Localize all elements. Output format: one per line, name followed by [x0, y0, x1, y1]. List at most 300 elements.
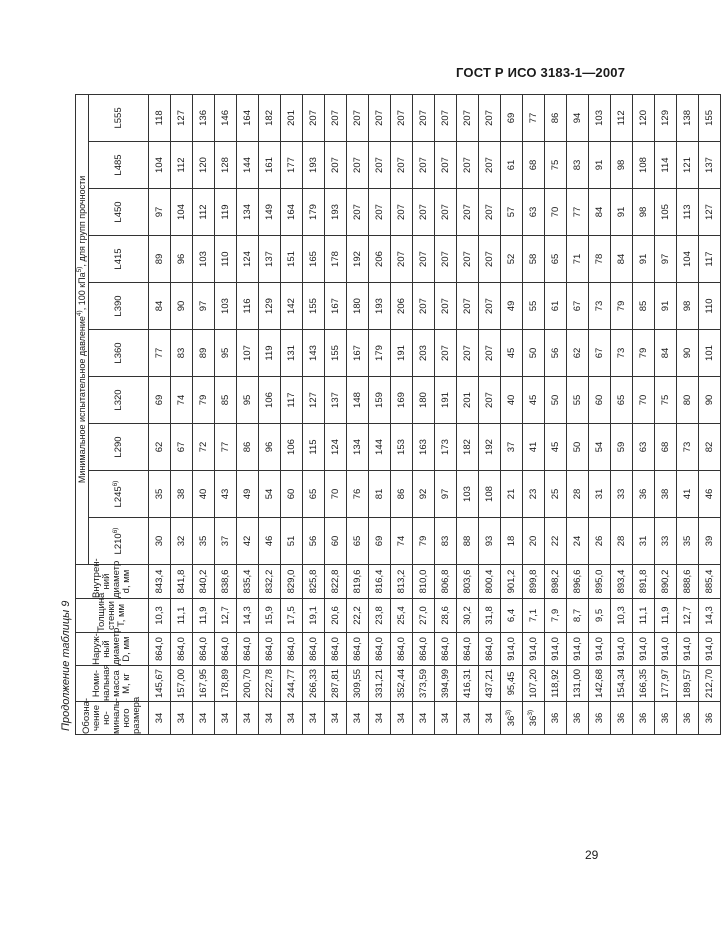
- cell-thickness: 22,2: [347, 599, 369, 633]
- cell-pressure-l415: 165: [303, 236, 325, 283]
- table-row: [391, 94, 413, 734]
- header-row-top: [76, 94, 89, 734]
- cell-size: [259, 702, 281, 735]
- cell-mass: 95,45: [501, 666, 523, 702]
- cell-pressure-l415: 91: [633, 236, 655, 283]
- cell-pressure-l485: 207: [457, 142, 479, 189]
- cell-size: [479, 702, 501, 735]
- cell-pressure-l210: 46: [259, 518, 281, 565]
- cell-pressure-l245: 43: [215, 471, 237, 518]
- cell-pressure-l450: 119: [215, 189, 237, 236]
- grade-label: L450: [112, 201, 124, 223]
- cell-thickness: 7,9: [545, 599, 567, 633]
- cell-pressure-l290: 72: [193, 424, 215, 471]
- table-row: [545, 94, 567, 734]
- cell-pressure-l320: 117: [281, 377, 303, 424]
- cell-pressure-l390: 73: [589, 283, 611, 330]
- cell-inner-diameter: 893,4: [611, 565, 633, 599]
- cell-inner-diameter: 825,8: [303, 565, 325, 599]
- cell-pressure-l245: 97: [435, 471, 457, 518]
- cell-thickness: 14,3: [699, 599, 721, 633]
- cell-outer-diameter: 864,0: [435, 633, 457, 666]
- cell-pressure-l290: 115: [303, 424, 325, 471]
- size-value: 34: [462, 712, 473, 724]
- table-row: [171, 94, 193, 734]
- cell-pressure-l320: 50: [545, 377, 567, 424]
- cell-pressure-l210: 32: [171, 518, 193, 565]
- cell-pressure-l415: 97: [655, 236, 677, 283]
- cell-pressure-l245: 28: [567, 471, 589, 518]
- cell-pressure-l390: 193: [369, 283, 391, 330]
- cell-size: [655, 702, 677, 735]
- cell-pressure-l450: 112: [193, 189, 215, 236]
- cell-pressure-l245: 108: [479, 471, 501, 518]
- cell-size: [611, 702, 633, 735]
- cell-pressure-l290: 82: [699, 424, 721, 471]
- size-value: 34: [198, 712, 209, 724]
- cell-inner-diameter: 806,8: [435, 565, 457, 599]
- size-value: 34: [396, 712, 407, 724]
- cell-mass: 177,97: [655, 666, 677, 702]
- cell-thickness: 19,1: [303, 599, 325, 633]
- cell-pressure-l415: 117: [699, 236, 721, 283]
- cell-pressure-l555: 129: [655, 94, 677, 141]
- cell-pressure-l555: 103: [589, 94, 611, 141]
- cell-pressure-l485: 207: [391, 142, 413, 189]
- cell-pressure-l415: 207: [391, 236, 413, 283]
- standard-header: ГОСТ Р ИСО 3183-1—2007: [456, 65, 626, 80]
- cell-pressure-l450: 207: [435, 189, 457, 236]
- cell-pressure-l290: 59: [611, 424, 633, 471]
- cell-size: [149, 702, 171, 735]
- cell-mass: 107,20: [523, 666, 545, 702]
- cell-pressure-l485: 114: [655, 142, 677, 189]
- cell-mass: 178,89: [215, 666, 237, 702]
- size-value: 34: [286, 712, 297, 724]
- table-row: [281, 94, 303, 734]
- cell-inner-diameter: 888,6: [677, 565, 699, 599]
- size-value: 34: [352, 712, 363, 724]
- cell-inner-diameter: 822,8: [325, 565, 347, 599]
- cell-pressure-l245: 40: [193, 471, 215, 518]
- cell-mass: 222,78: [259, 666, 281, 702]
- cell-mass: 145,67: [149, 666, 171, 702]
- cell-pressure-l320: 148: [347, 377, 369, 424]
- cell-pressure-l290: 144: [369, 424, 391, 471]
- cell-pressure-l210: 88: [457, 518, 479, 565]
- cell-pressure-l245: 21: [501, 471, 523, 518]
- cell-pressure-l360: 73: [611, 330, 633, 377]
- cell-pressure-l450: 127: [699, 189, 721, 236]
- size-value: 36: [528, 715, 539, 727]
- grade-label: L390: [112, 295, 124, 317]
- cell-mass: 394,99: [435, 666, 457, 702]
- cell-outer-diameter: 864,0: [413, 633, 435, 666]
- pressure-footnote-1: 4): [76, 310, 83, 317]
- cell-pressure-l485: 207: [347, 142, 369, 189]
- cell-outer-diameter: 914,0: [611, 633, 633, 666]
- cell-pressure-l450: 97: [149, 189, 171, 236]
- cell-mass: 437,21: [479, 666, 501, 702]
- table-row: [149, 94, 171, 734]
- cell-thickness: 11,9: [193, 599, 215, 633]
- cell-outer-diameter: 864,0: [281, 633, 303, 666]
- cell-thickness: 9,5: [589, 599, 611, 633]
- cell-pressure-l245: 103: [457, 471, 479, 518]
- cell-pressure-l415: 52: [501, 236, 523, 283]
- table-body: [149, 94, 721, 734]
- cell-pressure-l210: 28: [611, 518, 633, 565]
- cell-outer-diameter: 914,0: [699, 633, 721, 666]
- header-grade-l245: [89, 471, 149, 518]
- cell-size: [567, 702, 589, 735]
- cell-pressure-l210: 20: [523, 518, 545, 565]
- cell-pressure-l450: 105: [655, 189, 677, 236]
- cell-pressure-l450: 63: [523, 189, 545, 236]
- cell-pressure-l390: 207: [457, 283, 479, 330]
- cell-pressure-l485: 83: [567, 142, 589, 189]
- cell-pressure-l290: 77: [215, 424, 237, 471]
- cell-pressure-l210: 24: [567, 518, 589, 565]
- cell-pressure-l245: 38: [655, 471, 677, 518]
- cell-pressure-l450: 207: [413, 189, 435, 236]
- cell-pressure-l245: 81: [369, 471, 391, 518]
- cell-pressure-l415: 192: [347, 236, 369, 283]
- cell-pressure-l245: 46: [699, 471, 721, 518]
- size-value: 36: [660, 712, 671, 724]
- grade-label: L290: [112, 436, 124, 458]
- cell-pressure-l320: 137: [325, 377, 347, 424]
- table-row: [523, 94, 545, 734]
- cell-pressure-l210: 60: [325, 518, 347, 565]
- cell-pressure-l555: 155: [699, 94, 721, 141]
- cell-pressure-l415: 178: [325, 236, 347, 283]
- cell-inner-diameter: 835,4: [237, 565, 259, 599]
- cell-pressure-l210: 35: [193, 518, 215, 565]
- cell-pressure-l415: 89: [149, 236, 171, 283]
- cell-pressure-l245: 31: [589, 471, 611, 518]
- cell-outer-diameter: 914,0: [567, 633, 589, 666]
- cell-pressure-l450: 84: [589, 189, 611, 236]
- cell-pressure-l555: 146: [215, 94, 237, 141]
- cell-inner-diameter: 800,4: [479, 565, 501, 599]
- cell-inner-diameter: 898,2: [545, 565, 567, 599]
- header-inner-diameter: Внутрен-ний диаметр d, мм: [76, 565, 149, 599]
- cell-pressure-l320: 55: [567, 377, 589, 424]
- table-row: [457, 94, 479, 734]
- cell-mass: 154,34: [611, 666, 633, 702]
- cell-pressure-l245: 41: [677, 471, 699, 518]
- cell-pressure-l290: 68: [655, 424, 677, 471]
- page-number: 29: [585, 848, 599, 862]
- cell-pressure-l245: 70: [325, 471, 347, 518]
- cell-pressure-l245: 60: [281, 471, 303, 518]
- cell-size: [369, 702, 391, 735]
- header-nominal-mass: Номи-нальная масса М, кг: [76, 666, 149, 702]
- cell-pressure-l320: 95: [237, 377, 259, 424]
- cell-pressure-l555: 201: [281, 94, 303, 141]
- cell-outer-diameter: 864,0: [215, 633, 237, 666]
- table-row: [325, 94, 347, 734]
- cell-pressure-l555: 207: [479, 94, 501, 141]
- cell-pressure-l245: 65: [303, 471, 325, 518]
- cell-outer-diameter: 864,0: [303, 633, 325, 666]
- cell-mass: 287,81: [325, 666, 347, 702]
- cell-pressure-l210: 83: [435, 518, 457, 565]
- cell-pressure-l320: 90: [699, 377, 721, 424]
- size-value: 34: [242, 712, 253, 724]
- cell-pressure-l555: 112: [611, 94, 633, 141]
- size-value: 36: [616, 712, 627, 724]
- cell-pressure-l360: 143: [303, 330, 325, 377]
- grade-label: L415: [112, 248, 124, 270]
- cell-inner-diameter: 810,0: [413, 565, 435, 599]
- cell-outer-diameter: 914,0: [677, 633, 699, 666]
- cell-pressure-l320: 60: [589, 377, 611, 424]
- cell-pressure-l485: 120: [193, 142, 215, 189]
- cell-pressure-l450: 207: [369, 189, 391, 236]
- cell-pressure-l555: 207: [413, 94, 435, 141]
- cell-pressure-l210: 30: [149, 518, 171, 565]
- cell-pressure-l415: 96: [171, 236, 193, 283]
- cell-pressure-l555: 136: [193, 94, 215, 141]
- table-row: [633, 94, 655, 734]
- cell-thickness: 14,3: [237, 599, 259, 633]
- grade-label: L210: [112, 533, 124, 555]
- cell-pressure-l360: 62: [567, 330, 589, 377]
- cell-size: [677, 702, 699, 735]
- cell-pressure-l245: 54: [259, 471, 281, 518]
- cell-pressure-l290: 124: [325, 424, 347, 471]
- cell-pressure-l290: 153: [391, 424, 413, 471]
- size-value: 34: [418, 712, 429, 724]
- cell-inner-diameter: 838,6: [215, 565, 237, 599]
- cell-size: [193, 702, 215, 735]
- cell-pressure-l245: 33: [611, 471, 633, 518]
- cell-thickness: 15,9: [259, 599, 281, 633]
- pressure-footnote-2: 5): [76, 266, 83, 273]
- cell-pressure-l555: 118: [149, 94, 171, 141]
- header-pressure-group: [76, 94, 89, 564]
- cell-mass: 200,70: [237, 666, 259, 702]
- cell-mass: 189,57: [677, 666, 699, 702]
- cell-size: [413, 702, 435, 735]
- cell-pressure-l245: 23: [523, 471, 545, 518]
- cell-pressure-l450: 70: [545, 189, 567, 236]
- cell-pressure-l360: 79: [633, 330, 655, 377]
- cell-pressure-l210: 26: [589, 518, 611, 565]
- cell-pressure-l485: 104: [149, 142, 171, 189]
- header-grade-l290: [89, 424, 149, 471]
- cell-pressure-l415: 207: [413, 236, 435, 283]
- size-value: 34: [220, 712, 231, 724]
- cell-thickness: 11,9: [655, 599, 677, 633]
- cell-thickness: 28,6: [435, 599, 457, 633]
- table-row: [259, 94, 281, 734]
- cell-pressure-l290: 163: [413, 424, 435, 471]
- cell-size: [215, 702, 237, 735]
- cell-pressure-l390: 103: [215, 283, 237, 330]
- cell-mass: 166,35: [633, 666, 655, 702]
- cell-pressure-l360: 95: [215, 330, 237, 377]
- cell-pressure-l360: 119: [259, 330, 281, 377]
- cell-pressure-l290: 106: [281, 424, 303, 471]
- cell-pressure-l415: 78: [589, 236, 611, 283]
- header-grade-l450: [89, 189, 149, 236]
- cell-pressure-l320: 180: [413, 377, 435, 424]
- cell-pressure-l485: 108: [633, 142, 655, 189]
- cell-size: [303, 702, 325, 735]
- header-grade-l415: [89, 236, 149, 283]
- cell-pressure-l360: 83: [171, 330, 193, 377]
- cell-pressure-l485: 207: [435, 142, 457, 189]
- cell-inner-diameter: 899,8: [523, 565, 545, 599]
- size-value: 34: [440, 712, 451, 724]
- cell-pressure-l210: 65: [347, 518, 369, 565]
- cell-pressure-l415: 110: [215, 236, 237, 283]
- cell-outer-diameter: 864,0: [325, 633, 347, 666]
- table-row: [237, 94, 259, 734]
- cell-pressure-l415: 207: [435, 236, 457, 283]
- cell-pressure-l390: 79: [611, 283, 633, 330]
- cell-pressure-l245: 36: [633, 471, 655, 518]
- cell-pressure-l360: 203: [413, 330, 435, 377]
- cell-pressure-l360: 50: [523, 330, 545, 377]
- cell-inner-diameter: 895,0: [589, 565, 611, 599]
- grade-label: L320: [112, 389, 124, 411]
- cell-thickness: 11,1: [171, 599, 193, 633]
- cell-pressure-l245: 92: [413, 471, 435, 518]
- cell-size: [523, 702, 545, 735]
- cell-pressure-l415: 104: [677, 236, 699, 283]
- cell-pressure-l450: 113: [677, 189, 699, 236]
- cell-pressure-l555: 207: [435, 94, 457, 141]
- cell-pressure-l415: 137: [259, 236, 281, 283]
- cell-pressure-l245: 76: [347, 471, 369, 518]
- cell-pressure-l390: 67: [567, 283, 589, 330]
- cell-pressure-l555: 207: [325, 94, 347, 141]
- cell-pressure-l555: 94: [567, 94, 589, 141]
- size-value: 34: [176, 712, 187, 724]
- cell-pressure-l360: 167: [347, 330, 369, 377]
- cell-pressure-l390: 155: [303, 283, 325, 330]
- cell-pressure-l320: 169: [391, 377, 413, 424]
- grade-footnote: 6): [111, 527, 119, 534]
- grade-label: L245: [112, 486, 124, 508]
- cell-pressure-l390: 84: [149, 283, 171, 330]
- table-row: [347, 94, 369, 734]
- cell-pressure-l290: 86: [237, 424, 259, 471]
- cell-size: [457, 702, 479, 735]
- size-value: 34: [264, 712, 275, 724]
- cell-pressure-l450: 149: [259, 189, 281, 236]
- table-row: [611, 94, 633, 734]
- cell-pressure-l450: 179: [303, 189, 325, 236]
- cell-pressure-l210: 42: [237, 518, 259, 565]
- cell-outer-diameter: 864,0: [149, 633, 171, 666]
- cell-pressure-l290: 45: [545, 424, 567, 471]
- size-footnote: 3): [526, 709, 534, 716]
- cell-inner-diameter: 885,4: [699, 565, 721, 599]
- cell-pressure-l450: 91: [611, 189, 633, 236]
- cell-pressure-l360: 101: [699, 330, 721, 377]
- cell-pressure-l210: 39: [699, 518, 721, 565]
- cell-inner-diameter: 891,8: [633, 565, 655, 599]
- cell-pressure-l485: 75: [545, 142, 567, 189]
- pressure-group-title: Минимальное испытательное давление: [77, 316, 87, 484]
- cell-pressure-l390: 110: [699, 283, 721, 330]
- cell-thickness: 10,3: [611, 599, 633, 633]
- cell-outer-diameter: 864,0: [347, 633, 369, 666]
- cell-pressure-l555: 86: [545, 94, 567, 141]
- cell-mass: 416,31: [457, 666, 479, 702]
- cell-pressure-l290: 50: [567, 424, 589, 471]
- cell-pressure-l320: 65: [611, 377, 633, 424]
- cell-pressure-l485: 207: [369, 142, 391, 189]
- cell-pressure-l210: 18: [501, 518, 523, 565]
- cell-pressure-l360: 90: [677, 330, 699, 377]
- table-continuation-label: Продолжение таблицы 9: [60, 600, 72, 731]
- size-value: 36: [638, 712, 649, 724]
- cell-inner-diameter: 813,2: [391, 565, 413, 599]
- cell-outer-diameter: 864,0: [259, 633, 281, 666]
- cell-pressure-l245: 38: [171, 471, 193, 518]
- cell-size: [633, 702, 655, 735]
- cell-size: [391, 702, 413, 735]
- cell-pressure-l390: 61: [545, 283, 567, 330]
- cell-pressure-l485: 177: [281, 142, 303, 189]
- cell-outer-diameter: 864,0: [391, 633, 413, 666]
- cell-pressure-l210: 33: [655, 518, 677, 565]
- cell-outer-diameter: 914,0: [655, 633, 677, 666]
- cell-pressure-l485: 207: [413, 142, 435, 189]
- cell-size: [589, 702, 611, 735]
- cell-pressure-l450: 164: [281, 189, 303, 236]
- cell-thickness: 11,1: [633, 599, 655, 633]
- size-value: 36: [572, 712, 583, 724]
- size-value: 34: [374, 712, 385, 724]
- cell-pressure-l450: 207: [479, 189, 501, 236]
- cell-pressure-l320: 159: [369, 377, 391, 424]
- cell-pressure-l415: 207: [479, 236, 501, 283]
- pressure-group-unit: , 100 кПа: [77, 272, 87, 311]
- cell-outer-diameter: 864,0: [171, 633, 193, 666]
- cell-pressure-l290: 37: [501, 424, 523, 471]
- cell-inner-diameter: 901,2: [501, 565, 523, 599]
- cell-thickness: 17,5: [281, 599, 303, 633]
- rotated-content: [58, 95, 721, 735]
- cell-pressure-l360: 131: [281, 330, 303, 377]
- cell-pressure-l555: 182: [259, 94, 281, 141]
- cell-inner-diameter: 816,4: [369, 565, 391, 599]
- cell-outer-diameter: 914,0: [501, 633, 523, 666]
- cell-inner-diameter: 843,4: [149, 565, 171, 599]
- cell-pressure-l210: 74: [391, 518, 413, 565]
- cell-pressure-l415: 71: [567, 236, 589, 283]
- cell-thickness: 6,4: [501, 599, 523, 633]
- cell-pressure-l415: 58: [523, 236, 545, 283]
- cell-mass: 131,00: [567, 666, 589, 702]
- cell-pressure-l450: 98: [633, 189, 655, 236]
- cell-pressure-l210: 51: [281, 518, 303, 565]
- grade-label: L555: [112, 107, 124, 129]
- table-row: [501, 94, 523, 734]
- cell-pressure-l555: 138: [677, 94, 699, 141]
- cell-pressure-l485: 207: [325, 142, 347, 189]
- cell-pressure-l485: 207: [479, 142, 501, 189]
- grade-footnote: 6): [111, 480, 119, 487]
- cell-pressure-l390: 129: [259, 283, 281, 330]
